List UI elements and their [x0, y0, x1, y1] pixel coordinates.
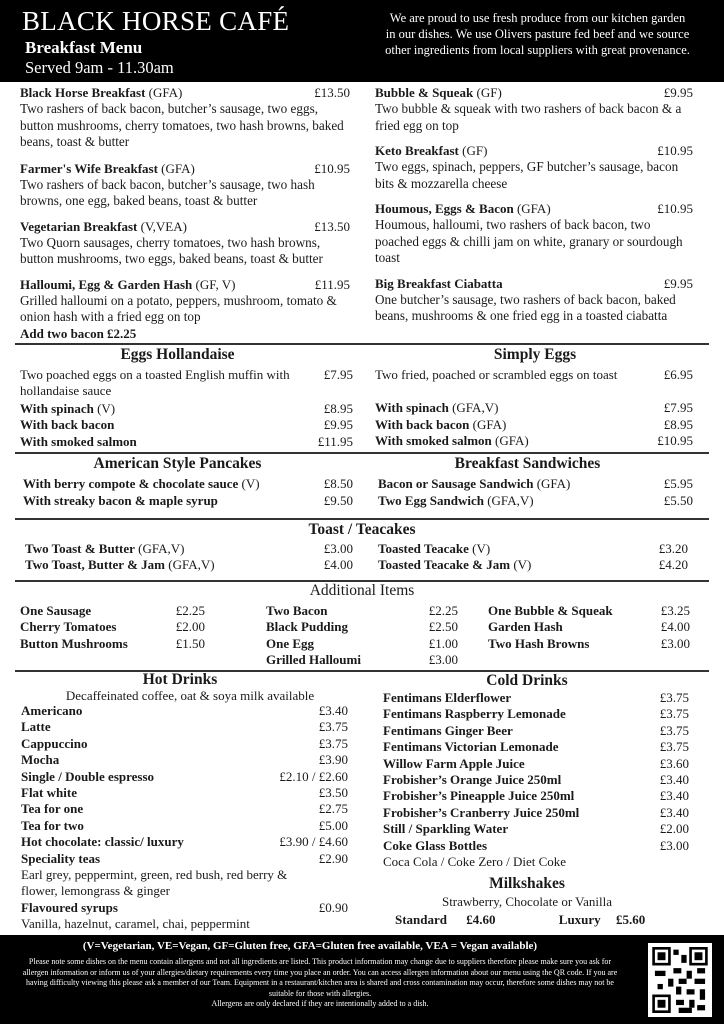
row-name: One Egg [266, 635, 315, 651]
item-description: Grilled halloumi on a potato, peppers, mushroom, tomato & onion hash with a fried egg on top [20, 292, 337, 324]
item-dietary-tag: (V,VEA) [137, 218, 187, 234]
row-name: Hot chocolate: classic/ luxury [21, 834, 184, 850]
row-name: Grilled Halloumi [266, 652, 361, 668]
row-name: Flavoured syrups [21, 899, 118, 915]
menu-row [383, 706, 689, 722]
row-name: With back bacon [20, 417, 115, 433]
standard-label: Standard [395, 912, 448, 927]
menu-row [266, 619, 458, 635]
item-description: Houmous, halloumi, two rashers of back bacon, two poached eggs & chilli jam on white, granary or sourdough toast [375, 217, 683, 265]
menu-row [383, 772, 689, 788]
row-name: Tea for one [21, 801, 84, 817]
row-name: Garden Hash [488, 619, 563, 635]
row-dietary-tag: (V) [510, 557, 532, 573]
menu-row [23, 493, 353, 509]
row-price: £3.75 [659, 690, 689, 705]
row-name: With spinach [375, 400, 449, 416]
menu-row [383, 723, 689, 739]
row-price: £8.95 [323, 400, 353, 416]
menu-row [378, 541, 688, 557]
row-title [383, 805, 579, 821]
row-price: £11.95 [317, 433, 353, 449]
row-price: £2.10 / £2.60 [279, 768, 348, 784]
row-price: £9.50 [323, 493, 353, 509]
item-title [20, 277, 235, 293]
menu-row [25, 557, 353, 573]
row-price: £3.90 [318, 752, 348, 768]
item-dietary-tag: (GFA) [513, 201, 551, 216]
row-name: Flat white [21, 785, 77, 801]
row-title [20, 603, 91, 619]
price: £6.95 [663, 367, 693, 382]
allergen-note-text: Please note some dishes on the menu contain allergens and not all ingredients are listed. This product information may change due to suppliers therefore please make sure you ask for allergen information or inform us of your allergies/dietary requirements every time you place an order. You can access allergen information about our menu using the QR code. If you are having difficulty viewing this please ask a member of our Team. Equipment in a restaurant/kitchen area is shared and cross contamination may occur, therefore some dishes may not be suitable for those with allergies. [22, 957, 618, 998]
hot-drinks-note: Decaffeinated coffee, oat & soya milk available [65, 688, 315, 703]
row-title [21, 703, 82, 719]
row-title [378, 557, 531, 573]
item-header [20, 277, 350, 293]
menu-row [21, 801, 348, 817]
row-name: With smoked salmon [375, 433, 492, 449]
row-dietary-tag: (V) [238, 476, 260, 491]
menu-item [375, 201, 693, 267]
row-title [20, 434, 137, 450]
section-title-eggs-hollandaise: Eggs Hollandaise [120, 346, 235, 363]
row-name: Americano [21, 703, 83, 718]
menu-row [383, 756, 689, 772]
row-name: Two Bacon [266, 603, 328, 618]
row-name: Black Pudding [266, 619, 349, 635]
row-price: £2.50 [428, 619, 458, 635]
milkshake-prices [395, 912, 695, 928]
row-title [21, 801, 83, 817]
additional-col-1 [20, 603, 205, 652]
item-description: Two bubble & squeak with two rashers of back bacon & a fried egg on top [375, 101, 682, 133]
row-dietary-tag: (GFA,V) [483, 493, 534, 509]
row-price: £3.75 [318, 719, 348, 735]
row-name: Cherry Tomatoes [20, 619, 117, 635]
additional-col-3 [488, 603, 690, 652]
item-price: £11.95 [314, 276, 350, 292]
item-title [375, 85, 502, 101]
row-price: £4.00 [660, 619, 690, 635]
row-price: £2.90 [318, 850, 348, 866]
menu-row [21, 834, 348, 850]
row-title [25, 557, 215, 573]
menu-row [378, 557, 688, 573]
menu-row [20, 619, 205, 635]
row-name: Mocha [21, 752, 60, 768]
add-bacon-text: Add two bacon £2.25 [20, 326, 137, 341]
row-dietary-tag: (GFA,V) [165, 557, 215, 573]
menu-row [20, 636, 205, 652]
section-title-additional: Additional Items [309, 582, 415, 599]
item-name: Bubble & Squeak [375, 85, 474, 100]
menu-row [21, 703, 348, 719]
item-price: £9.95 [663, 85, 693, 100]
menu-row [375, 433, 693, 449]
price: £7.95 [323, 367, 353, 382]
allergen-note-text-2: Allergens are only declared if they are intentionally added to a dish. [211, 999, 429, 1009]
menu-item [375, 85, 693, 134]
row-title [383, 739, 559, 755]
menu-item [375, 276, 693, 325]
additional-col-2 [266, 603, 458, 669]
menu-row [383, 821, 689, 837]
menu-subtitle: Breakfast Menu [25, 38, 143, 57]
row-name: Button Mushrooms [20, 635, 128, 651]
row-price: £0.90 [318, 899, 348, 915]
row-price: £3.90 / £4.60 [279, 834, 348, 850]
row-name: Willow Farm Apple Juice [383, 755, 525, 771]
row-title [383, 772, 561, 788]
row-price: £8.95 [663, 416, 693, 432]
item-title [375, 143, 487, 159]
menu-row [383, 739, 689, 755]
item-description: Two rashers of back bacon, butcher’s sausage, two hash browns, one egg, baked beans, toast & butter [20, 176, 315, 208]
row-name: Fentimans Victorian Lemonade [383, 739, 559, 755]
row-title [266, 619, 348, 635]
row-price: £3.40 [659, 772, 689, 788]
menu-item [20, 277, 350, 326]
row-dietary-tag: (GFA,V) [134, 541, 185, 556]
toast-left [25, 541, 353, 574]
row-name: Fentimans Elderflower [383, 690, 512, 705]
menu-row [20, 417, 353, 433]
row-title [375, 433, 529, 449]
row-dietary-tag: (GFA) [491, 433, 529, 449]
section-title-milkshakes: Milkshakes [489, 875, 565, 892]
row-dietary-tag: (GFA,V) [448, 400, 499, 416]
menu-row [21, 785, 348, 801]
row-title [383, 706, 566, 722]
qr-code-icon [652, 947, 708, 1013]
row-price: £5.00 [318, 817, 348, 833]
row-price: £3.40 [318, 703, 348, 718]
section-title-pancakes: American Style Pancakes [93, 455, 262, 472]
section-title-sandwiches: Breakfast Sandwiches [454, 455, 601, 472]
item-name: Halloumi, Egg & Garden Hash [20, 276, 193, 292]
row-name: Single / Double espresso [21, 768, 155, 784]
menu-row [21, 900, 348, 916]
row-name: Latte [21, 719, 51, 735]
menu-row [266, 603, 458, 619]
item-description: One butcher’s sausage, two rashers of back bacon, baked beans, mushrooms & one fried egg in a toasted ciabatta [375, 291, 676, 323]
menu-row [20, 401, 353, 417]
item-dietary-tag: (GFA) [157, 160, 195, 176]
allergen-note [20, 957, 620, 1010]
row-price: £10.95 [657, 433, 693, 449]
row-price: £9.95 [323, 417, 353, 433]
menu-row [383, 838, 689, 854]
menu-row [383, 690, 689, 706]
row-title [375, 400, 498, 416]
luxury-label: Luxury [558, 912, 601, 927]
menu-row [20, 603, 205, 619]
breakfast-left-column [20, 85, 350, 335]
row-price: £3.75 [659, 739, 689, 755]
row-name: With spinach [20, 400, 94, 416]
menu-item [20, 219, 350, 268]
menu-header [0, 0, 724, 82]
row-price: £3.40 [659, 804, 689, 820]
row-dietary-tag: (GFA) [533, 476, 571, 491]
item-dietary-tag: (GF, V) [192, 276, 236, 292]
item-name: Houmous, Eggs & Bacon [375, 201, 514, 216]
row-price: £3.60 [659, 755, 689, 771]
menu-row [375, 417, 693, 433]
row-name: Still / Sparkling Water [383, 821, 509, 837]
row-name: Two Hash Browns [488, 635, 590, 651]
menu-item [20, 85, 350, 151]
divider [15, 343, 709, 345]
row-name: Speciality teas [21, 850, 101, 866]
item-description: Two rashers of back bacon, butcher’s sausage, two eggs, button mushrooms, cherry tomatoes, two hash browns, baked beans, toast & butter [20, 101, 344, 149]
row-price: £1.50 [175, 635, 205, 651]
row-price: £2.75 [318, 801, 348, 817]
divider [15, 518, 709, 520]
cold-drinks-list [383, 690, 689, 870]
item-header [375, 143, 693, 159]
row-title [20, 417, 114, 433]
row-title [488, 636, 589, 652]
row-title [21, 719, 51, 735]
row-title [21, 900, 118, 916]
item-title [375, 276, 503, 292]
menu-row [20, 434, 353, 450]
item-price: £9.95 [663, 275, 693, 291]
row-price: £8.50 [323, 476, 353, 491]
menu-row [383, 788, 689, 804]
menu-row [21, 752, 348, 768]
row-title [383, 690, 511, 706]
eggs-hollandaise-section [20, 367, 353, 450]
row-name: Two Toast & Butter [25, 541, 135, 556]
row-name: Tea for two [21, 817, 84, 833]
row-description: Vanilla, hazelnut, caramel, chai, peppermint [21, 916, 250, 932]
row-price: £2.25 [175, 603, 205, 618]
row-name: Coke Glass Bottles [383, 837, 487, 853]
menu-row [378, 476, 693, 492]
row-title [375, 417, 506, 433]
menu-row [488, 603, 690, 619]
menu-row [375, 400, 693, 416]
row-name: With berry compote & chocolate sauce [23, 476, 239, 491]
menu-row [25, 541, 353, 557]
row-title [23, 476, 260, 492]
menu-row [23, 476, 353, 492]
row-title [21, 818, 84, 834]
row-title [266, 603, 328, 619]
add-bacon-note [20, 326, 350, 342]
item-description: Two Quorn sausages, cherry tomatoes, two hash browns, button mushrooms, two eggs, baked beans, toast & butter [20, 234, 323, 266]
row-price: £3.00 [660, 635, 690, 651]
sandwiches-section [378, 476, 693, 511]
milkshake-flavours: Strawberry, Chocolate or Vanilla [441, 894, 613, 909]
divider [15, 452, 709, 454]
menu-row [383, 805, 689, 821]
row-price: £1.00 [428, 635, 458, 651]
item-title [20, 219, 187, 235]
item-name: Keto Breakfast [375, 143, 459, 158]
row-title [21, 736, 87, 752]
section-title-hot-drinks: Hot Drinks [142, 671, 218, 688]
row-price: £3.00 [659, 837, 689, 853]
row-title [383, 756, 525, 772]
item-header [375, 85, 693, 101]
row-name: Cappuccino [21, 735, 88, 751]
item-name: Black Horse Breakfast [20, 85, 146, 100]
row-title [378, 476, 570, 492]
row-price: £2.25 [428, 603, 458, 618]
row-title [25, 541, 185, 557]
row-price: £3.00 [428, 652, 458, 668]
item-dietary-tag: (GF) [473, 85, 502, 100]
row-price: £5.95 [663, 476, 693, 491]
row-name: Two Egg Sandwich [378, 493, 484, 509]
row-title [20, 401, 115, 417]
row-price: £3.40 [659, 788, 689, 804]
row-name: With back bacon [375, 416, 470, 432]
row-name: Two Toast, Butter & Jam [25, 557, 165, 573]
row-description: Earl grey, peppermint, green, red bush, red berry & flower, lemongrass & ginger [21, 867, 288, 899]
row-title [383, 821, 508, 837]
row-name: One Sausage [20, 603, 92, 618]
menu-row [378, 493, 693, 509]
row-title [23, 493, 218, 509]
menu-row [266, 652, 458, 668]
row-dietary-tag: (V) [93, 400, 116, 416]
dietary-legend: (V=Vegetarian, VE=Vegan, GF=Gluten free, GFA=Gluten free available, VEA = Vegan available) [82, 940, 538, 952]
toast-right [378, 541, 688, 574]
row-title [20, 619, 116, 635]
serving-hours: Served 9am - 11.30am [25, 58, 174, 77]
provenance-blurb: We are proud to use fresh produce from our kitchen garden in our dishes. We use Olivers pasture fed beef and we source other ingredients from local suppliers with great provenance. [385, 11, 690, 57]
row-title [488, 603, 613, 619]
row-price: £2.00 [175, 619, 205, 635]
menu-row [21, 736, 348, 752]
hot-drinks-list [21, 703, 348, 933]
standard-price: £4.60 [466, 912, 496, 927]
row-price: £3.25 [660, 603, 690, 618]
cafe-title: BLACK HORSE CAFÉ [22, 6, 290, 36]
row-price: £4.20 [658, 557, 688, 573]
menu-row [21, 818, 348, 834]
row-title [20, 636, 128, 652]
menu-row [488, 619, 690, 635]
row-title [488, 619, 563, 635]
item-title [20, 161, 195, 177]
row-price: £3.00 [323, 541, 353, 556]
menu-row [21, 719, 348, 735]
item-name: Vegetarian Breakfast [20, 218, 138, 234]
row-title [21, 834, 184, 850]
item-dietary-tag: (GF) [458, 143, 488, 158]
row-price: £3.75 [659, 722, 689, 738]
row-title [21, 769, 154, 785]
item-title [20, 85, 182, 101]
row-name: With streaky bacon & maple syrup [23, 493, 218, 509]
row-price: £2.00 [659, 821, 689, 837]
row-description: Coca Cola / Coke Zero / Diet Coke [383, 854, 567, 870]
item-price: £10.95 [314, 160, 350, 176]
row-name: With smoked salmon [20, 433, 137, 449]
luxury-price: £5.60 [615, 912, 646, 927]
item-header [375, 201, 693, 217]
menu-row [266, 636, 458, 652]
row-dietary-tag: (V) [468, 541, 491, 556]
menu-row [21, 851, 348, 867]
row-name: Toasted Teacake [378, 541, 469, 556]
row-name: Toasted Teacake & Jam [378, 557, 511, 573]
row-title [383, 788, 574, 804]
item-header [20, 161, 350, 177]
row-name: Frobisher’s Cranberry Juice 250ml [383, 804, 580, 820]
row-price: £3.20 [658, 541, 688, 556]
item-name: Big Breakfast Ciabatta [375, 275, 503, 291]
item-header [375, 276, 693, 292]
row-title [21, 851, 100, 867]
simply-eggs-section [375, 367, 693, 450]
item-price: £13.50 [314, 218, 350, 234]
menu-row [488, 636, 690, 652]
item-name: Farmer's Wife Breakfast [20, 160, 158, 176]
intro-text: Two poached eggs on a toasted English muffin with hollandaise sauce [20, 367, 290, 399]
row-name: Frobisher’s Orange Juice 250ml [383, 772, 562, 788]
row-title [383, 723, 513, 739]
row-title [21, 752, 59, 768]
row-price: £3.75 [659, 706, 689, 722]
row-title [21, 785, 77, 801]
menu-item [20, 161, 350, 210]
row-name: Frobisher’s Pineapple Juice 250ml [383, 788, 575, 804]
allergen-footer [0, 935, 724, 1024]
pancakes-section [23, 476, 353, 511]
item-price: £13.50 [314, 85, 350, 100]
row-price: £4.00 [323, 557, 353, 573]
row-title [383, 838, 487, 854]
item-price: £10.95 [657, 143, 693, 158]
row-title [266, 652, 361, 668]
row-name: One Bubble & Squeak [488, 603, 613, 618]
row-price: £7.95 [663, 400, 693, 416]
intro-text: Two fried, poached or scrambled eggs on toast [375, 367, 618, 382]
breakfast-right-column [375, 85, 693, 334]
item-dietary-tag: (GFA) [145, 85, 183, 100]
section-title-cold-drinks: Cold Drinks [486, 672, 568, 689]
item-description: Two eggs, spinach, peppers, GF butcher’s sausage, bacon bits & mozzarella cheese [375, 159, 679, 191]
row-name: Fentimans Raspberry Lemonade [383, 706, 566, 722]
item-header [20, 85, 350, 101]
row-title [378, 541, 490, 557]
row-title [266, 636, 314, 652]
item-title [375, 201, 551, 217]
menu-item [375, 143, 693, 192]
row-dietary-tag: (GFA) [469, 416, 507, 432]
row-name: Bacon or Sausage Sandwich [378, 476, 534, 491]
row-price: £5.50 [663, 493, 693, 509]
section-title-simply-eggs: Simply Eggs [493, 346, 577, 363]
item-header [20, 219, 350, 235]
row-price: £3.75 [318, 735, 348, 751]
row-title [378, 493, 534, 509]
qr-code[interactable] [648, 943, 712, 1017]
menu-row [21, 769, 348, 785]
item-price: £10.95 [657, 201, 693, 216]
section-title-toast: Toast / Teacakes [308, 521, 416, 538]
row-name: Fentimans Ginger Beer [383, 722, 513, 738]
row-price: £3.50 [318, 785, 348, 801]
